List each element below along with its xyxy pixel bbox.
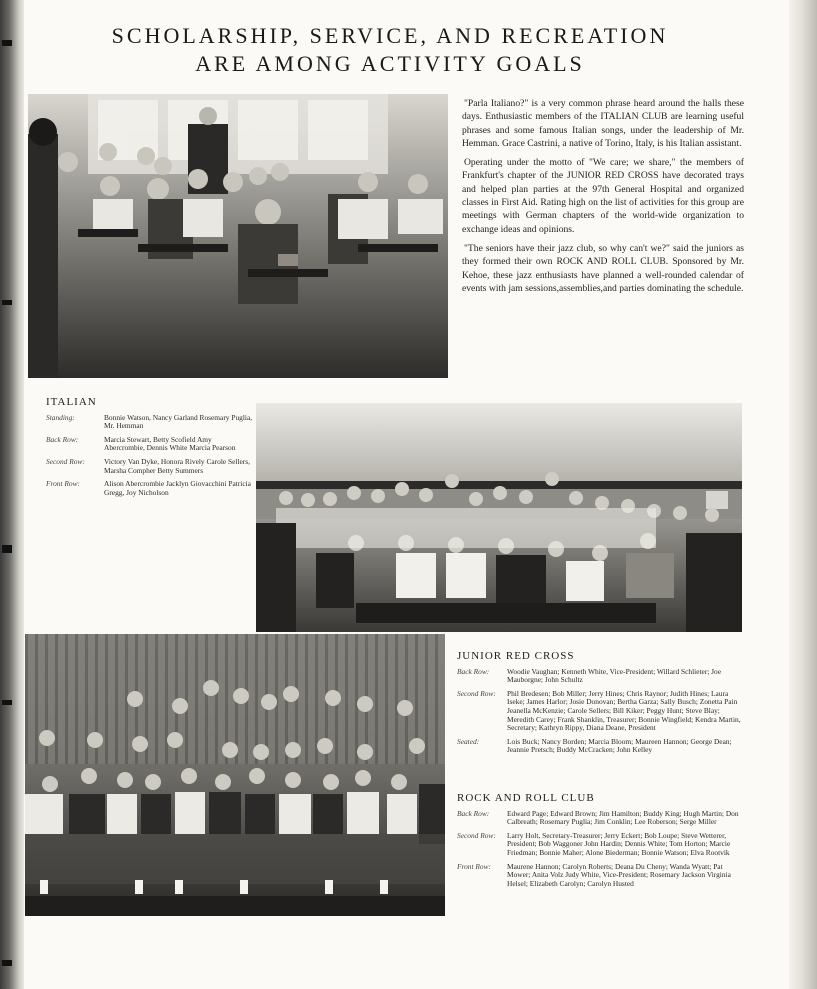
- spine-mark: [2, 700, 12, 705]
- page-title-line-2: ARE AMONG ACTIVITY GOALS: [195, 51, 585, 76]
- page-title-line-1: SCHOLARSHIP, SERVICE, AND RECREATION: [111, 23, 669, 48]
- caption-row: [457, 832, 742, 858]
- row-names: Woodie Vaughan; Kenneth White, Vice-President; Willard Schlieter; Joe Mauborgne; John Schultz: [507, 666, 722, 685]
- row-label: Back Row:: [457, 808, 490, 818]
- page-edge: [789, 0, 817, 989]
- caption-row: [46, 414, 254, 431]
- red-cross-photo: [256, 403, 742, 632]
- spine-mark: [2, 960, 12, 966]
- spine-mark: [2, 300, 12, 305]
- red-cross-heading: JUNIOR RED CROSS: [457, 650, 575, 662]
- row-names: Bonnie Watson, Nancy Garland Rosemary Puglia, Mr. Hemman: [104, 412, 253, 431]
- spine-mark: [2, 40, 12, 46]
- caption-row: [457, 668, 742, 685]
- intro-text: [462, 97, 744, 301]
- book-spine: [0, 0, 24, 989]
- intro-paragraph-rock-roll: "The seniors have their jazz club, so why can't we?" said the juniors as they formed their own ROCK AND ROLL CLUB. Sponsored by Mr. Kehoe, these jazz enthusiasts have planned a well-rounded calendar of events with jam sessions,assemblies,and parties dominating the schedule.: [462, 242, 744, 294]
- row-label: Second Row:: [46, 456, 85, 466]
- row-label: Seated:: [457, 736, 480, 746]
- caption-row: [457, 690, 742, 733]
- italian-heading: ITALIAN: [46, 396, 97, 408]
- row-names: Larry Holt, Secretary-Treasurer; Jerry Eckert; Bob Loupe; Steve Wetterer, President; Bob Waggoner John Hardin; Dennis White; Tom Horton; Marcie Friedman; Bonnie Maher; Alone Biederman; Bonnie Watson; Elva Rootvik: [507, 830, 731, 857]
- row-label: Front Row:: [457, 861, 492, 871]
- caption-row: [46, 480, 254, 497]
- intro-paragraph-italian: "Parla Italiano?" is a very common phrase heard around the halls these days. Enthusiastic members of the ITALIAN CLUB are learning useful phrases and some famous Italian songs, under the leadership of Mr. Hemman. Grace Castrini, a native of Torino, Italy, is his Italian assistant.: [462, 98, 744, 149]
- row-label: Second Row:: [457, 830, 496, 840]
- red-cross-caption: [457, 652, 742, 760]
- caption-row: [46, 436, 254, 453]
- row-names: Phil Bredesen; Bob Miller; Jerry Hines; Chris Raynor; Judith Hines; Laura Iseke; James Harlor; Josie Donovan; Bertha Garza; Sally Busch; Zonetta Pain Jeanella McKenzie; Carole Sellers; Bill Kiker; Peggy Hunt; Steve Blay; Meredith Carey; Frank Shanklin, Treasurer; Bonnie Wingfield; Kendra Martin, Secretary; Kathryn Rippy, Diana Deane, President: [507, 688, 741, 733]
- spine-mark: [2, 545, 12, 553]
- row-label: Standing:: [46, 412, 75, 422]
- italian-caption: [46, 398, 254, 502]
- rock-roll-heading: ROCK AND ROLL CLUB: [457, 792, 595, 804]
- row-names: Marcia Stewart, Betty Scofield Amy Abercrombie, Dennis White Marcia Pearson: [104, 434, 236, 453]
- caption-row: [457, 738, 742, 755]
- page-title: [60, 22, 720, 78]
- row-names: Edward Page; Edward Brown; Jim Hamilton; Buddy King; Hugh Martin; Don Calbreath; Rosemary Puglia; Jim Conklin; Lee Roberson; Serge Miller: [507, 808, 739, 827]
- intro-paragraph-red-cross: Operating under the motto of "We care; we share," the members of Frankfurt's chapter of the JUNIOR RED CROSS have decorated trays and helped plan parties at the 97th General Hospital and organized classes in First Aid. Rating high on the list of activities for this group are meetings with German chapters of the world-wide organization to exchange ideas and opinions.: [462, 157, 744, 235]
- row-names: Maurene Hannon; Carolyn Roberts; Deana Du Cheny; Wanda Wyatt; Pat Mower; Anita Volz Judy White, Vice-President; Rosemary Jackson Virginia Helsel; Elizabeth Carolyn; Carolyn Husted: [507, 861, 731, 888]
- row-label: Back Row:: [46, 434, 79, 444]
- row-label: Back Row:: [457, 666, 490, 676]
- row-label: Front Row:: [46, 479, 81, 489]
- row-names: Victory Van Dyke, Honora Rively Carole Sellers, Marsha Compher Betty Summers: [104, 456, 250, 475]
- caption-row: [457, 863, 742, 889]
- italian-club-photo: [28, 94, 448, 378]
- rock-roll-photo: [25, 634, 445, 916]
- rock-roll-caption: [457, 794, 742, 893]
- row-names: Alison Abercrombie Jacklyn Giovacchini Patricia Gregg, Joy Nicholson: [104, 479, 251, 497]
- caption-row: [457, 810, 742, 827]
- caption-row: [46, 458, 254, 475]
- row-label: Second Row:: [457, 688, 496, 698]
- row-names: Lois Buck; Nancy Borden; Marcia Bloom; Maureen Hannon; George Dean; Jeannie Pretsch; Buddy McCracken; John Kelley: [507, 736, 732, 755]
